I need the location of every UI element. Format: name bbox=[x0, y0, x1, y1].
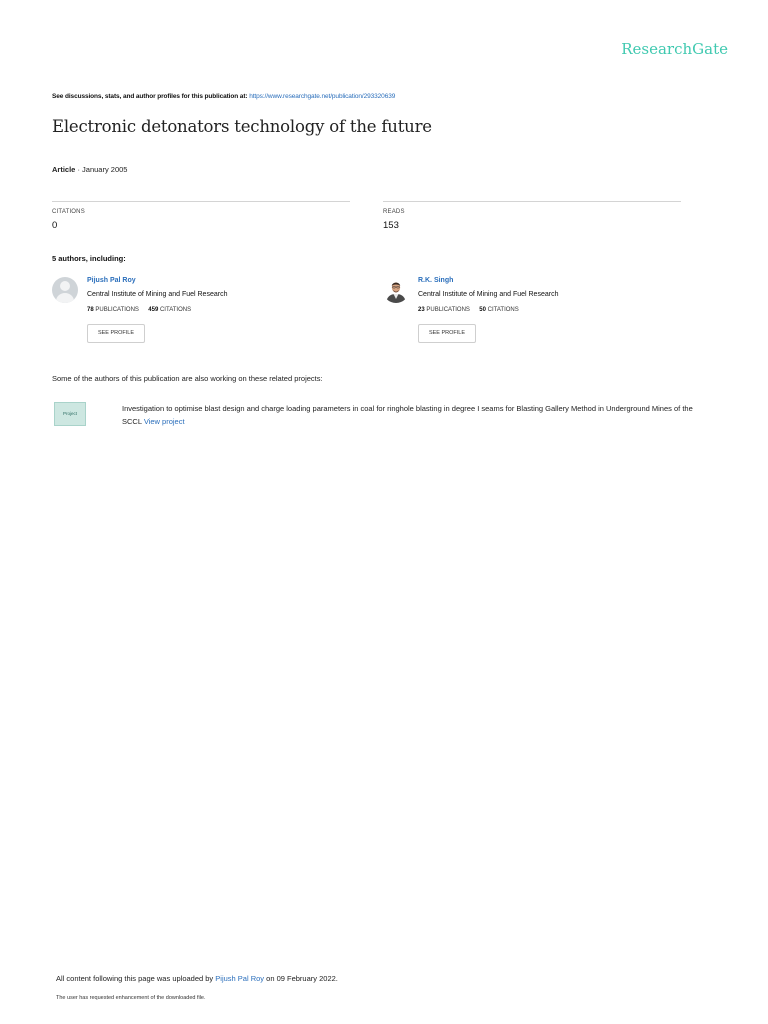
upload-prefix: All content following this page was uploaded by bbox=[56, 974, 214, 983]
publications-count: 23 bbox=[418, 307, 425, 313]
upload-notice bbox=[56, 974, 338, 983]
researchgate-logo[interactable]: ResearchGate bbox=[621, 40, 728, 58]
enhancement-note: The user has requested enhancement of the downloaded file. bbox=[56, 995, 206, 1001]
user-photo-avatar-icon[interactable] bbox=[383, 277, 409, 303]
project-description bbox=[122, 402, 712, 428]
citations-label: CITATIONS bbox=[487, 307, 519, 313]
citations-value: 0 bbox=[52, 220, 58, 231]
upload-suffix: on 09 February 2022. bbox=[266, 974, 338, 983]
see-profile-button[interactable]: SEE PROFILE bbox=[87, 324, 145, 343]
reads-value: 153 bbox=[383, 220, 399, 231]
uploader-link[interactable]: Pijush Pal Roy bbox=[215, 974, 265, 983]
authors-heading: 5 authors, including: bbox=[52, 254, 126, 263]
citations-stat bbox=[52, 201, 350, 231]
publication-url-link[interactable]: https://www.researchgate.net/publication/293320639 bbox=[249, 93, 396, 100]
view-project-link[interactable]: View project bbox=[143, 417, 185, 426]
citations-label: CITATIONS bbox=[52, 209, 85, 215]
see-profile-button[interactable]: SEE PROFILE bbox=[418, 324, 476, 343]
author-name-link[interactable]: R.K. Singh bbox=[418, 277, 454, 284]
publications-label: PUBLICATIONS bbox=[426, 307, 470, 313]
citations-count: 459 bbox=[148, 307, 159, 313]
author-card bbox=[52, 276, 352, 346]
author-stats bbox=[418, 307, 519, 313]
author-stats bbox=[87, 307, 191, 313]
reads-stat bbox=[383, 201, 681, 231]
article-meta bbox=[52, 165, 127, 174]
meta-separator: · bbox=[77, 165, 80, 174]
author-name-link[interactable]: Pijush Pal Roy bbox=[87, 277, 136, 284]
reads-label: READS bbox=[383, 209, 405, 215]
default-user-avatar-icon[interactable] bbox=[52, 277, 78, 303]
publications-label: PUBLICATIONS bbox=[95, 307, 139, 313]
author-card bbox=[383, 276, 683, 346]
author-institution: Central Institute of Mining and Fuel Research bbox=[87, 291, 228, 298]
citations-count: 50 bbox=[479, 307, 486, 313]
project-title: Investigation to optimise blast design and charge loading parameters in coal for ringhole blasting in degree I seams for Blasting Gallery Method in Underground Mines of the SCCL bbox=[122, 404, 693, 426]
discussions-line bbox=[52, 93, 395, 100]
article-title: Electronic detonators technology of the future bbox=[52, 117, 432, 136]
article-date: January 2005 bbox=[82, 165, 128, 174]
related-projects-heading: Some of the authors of this publication are also working on these related projects: bbox=[52, 374, 323, 383]
project-thumbnail[interactable]: Project bbox=[54, 402, 86, 426]
discussions-text: See discussions, stats, and author profiles for this publication at: bbox=[52, 93, 248, 100]
author-institution: Central Institute of Mining and Fuel Research bbox=[418, 291, 559, 298]
citations-label: CITATIONS bbox=[159, 307, 192, 313]
article-type: Article bbox=[52, 165, 76, 174]
publications-count: 78 bbox=[87, 307, 94, 313]
